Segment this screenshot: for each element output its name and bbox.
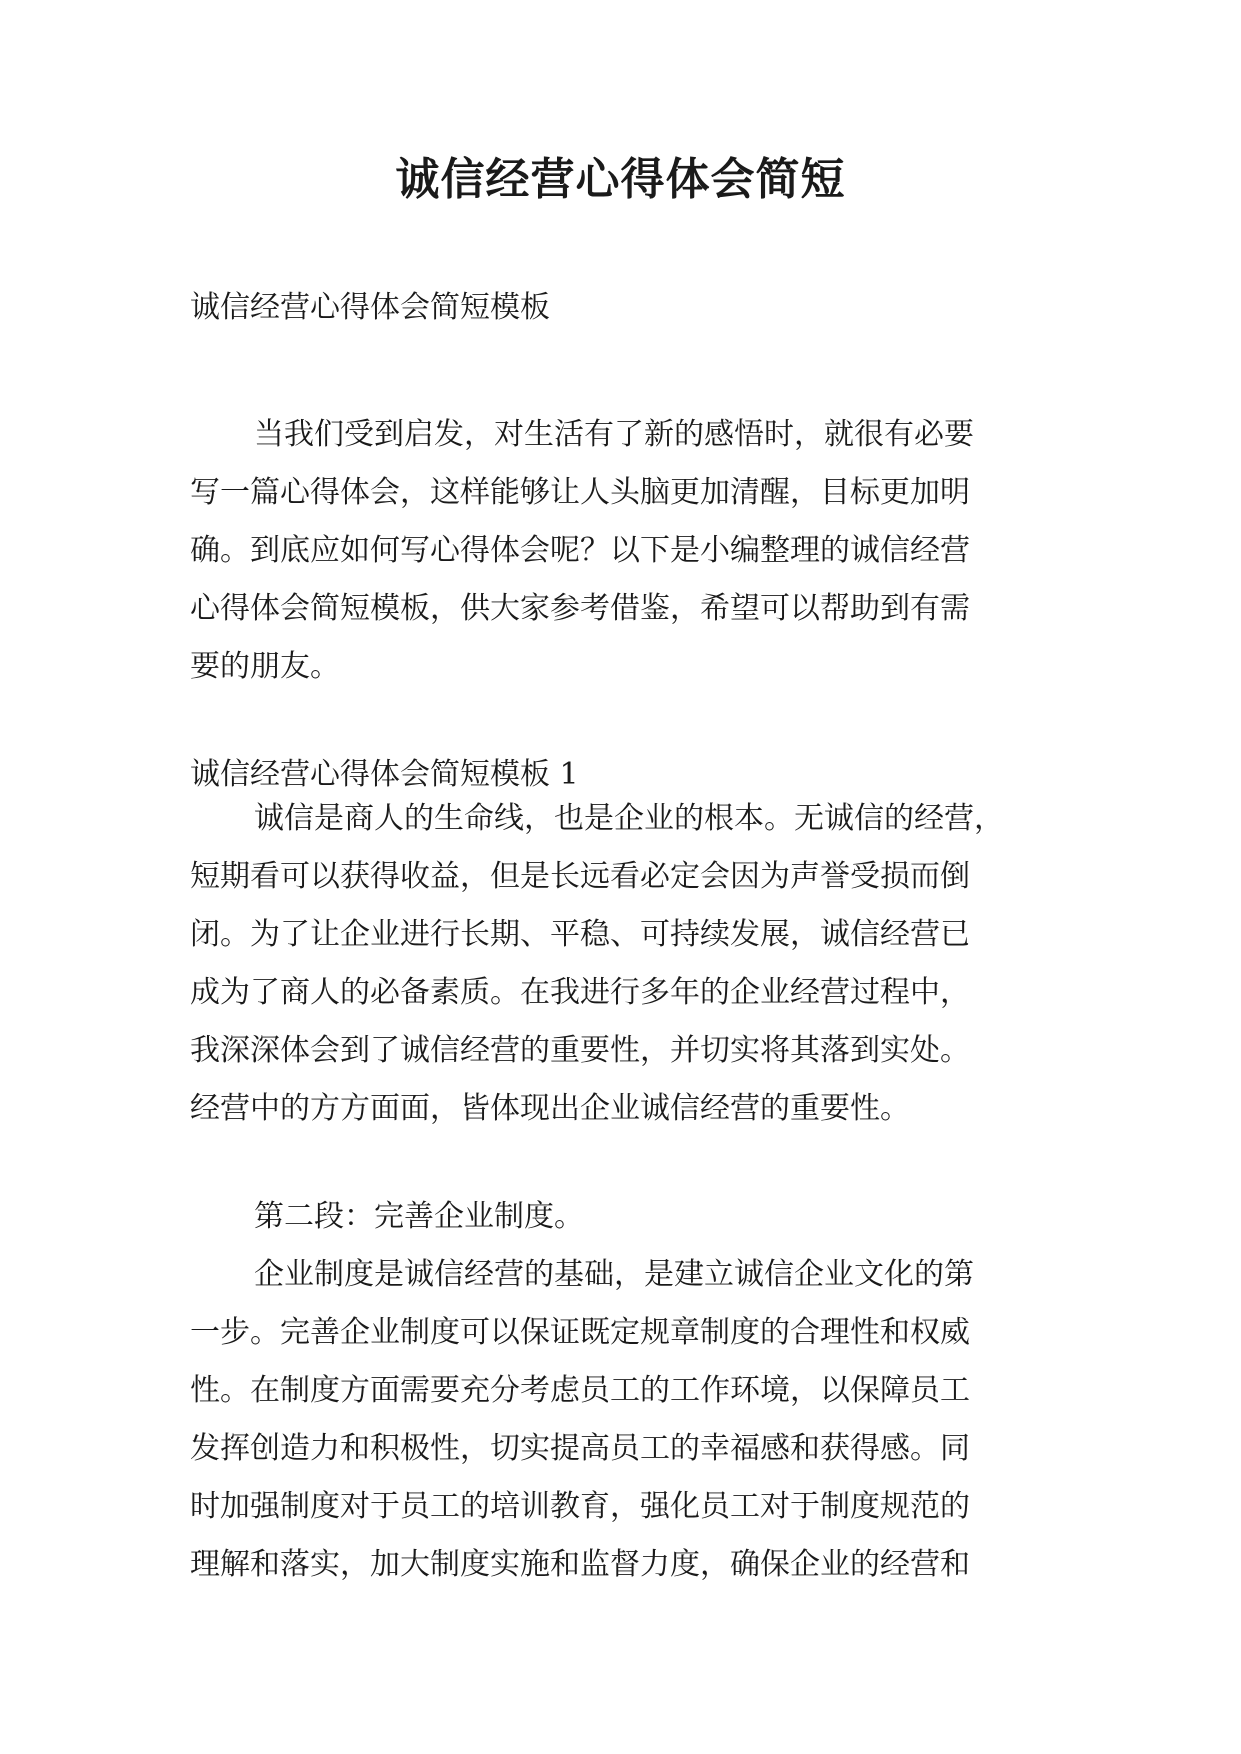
- body-paragraph-2: [190, 1188, 1060, 1246]
- body-paragraph-3: [190, 1246, 1060, 1594]
- intro-line: 当我们受到启发，对生活有了新的感悟时，就很有必要: [254, 417, 974, 452]
- intro-line: 要的朋友。: [190, 649, 340, 684]
- paragraph-line: 成为了商人的必备素质。在我进行多年的企业经营过程中，: [190, 975, 970, 1010]
- intro-paragraph: [190, 406, 1060, 696]
- intro-line: 确。到底应如何写心得体会呢？以下是小编整理的诚信经营: [190, 533, 970, 568]
- paragraph-line: 我深深体会到了诚信经营的重要性，并切实将其落到实处。: [190, 1033, 970, 1068]
- paragraph-line: 性。在制度方面需要充分考虑员工的工作环境，以保障员工: [190, 1373, 970, 1408]
- paragraph-line: 时加强制度对于员工的培训教育，强化员工对于制度规范的: [190, 1489, 970, 1524]
- paragraph-line: 企业制度是诚信经营的基础，是建立诚信企业文化的第: [254, 1257, 974, 1292]
- paragraph-line: 经营中的方方面面，皆体现出企业诚信经营的重要性。: [190, 1091, 910, 1126]
- intro-line: 心得体会简短模板，供大家参考借鉴，希望可以帮助到有需: [190, 591, 970, 626]
- document-title: 诚信经营心得体会简短: [395, 154, 846, 205]
- paragraph-line: 短期看可以获得收益，但是长远看必定会因为声誉受损而倒: [190, 859, 970, 894]
- paragraph-line: 第二段：完善企业制度。: [254, 1199, 584, 1234]
- document-subtitle: 诚信经营心得体会简短模板: [190, 290, 550, 325]
- section-heading: 诚信经营心得体会简短模板 1: [190, 757, 579, 792]
- paragraph-line: 理解和落实，加大制度实施和监督力度，确保企业的经营和: [190, 1547, 970, 1582]
- body-paragraph-1: [190, 790, 1060, 1138]
- paragraph-line: 发挥创造力和积极性，切实提高员工的幸福感和获得感。同: [190, 1431, 970, 1466]
- paragraph-line: 一步。完善企业制度可以保证既定规章制度的合理性和权威: [190, 1315, 970, 1350]
- paragraph-line: 诚信是商人的生命线，也是企业的根本。无诚信的经营，: [254, 801, 1004, 836]
- paragraph-line: 闭。为了让企业进行长期、平稳、可持续发展，诚信经营已: [190, 917, 970, 952]
- intro-line: 写一篇心得体会，这样能够让人头脑更加清醒，目标更加明: [190, 475, 970, 510]
